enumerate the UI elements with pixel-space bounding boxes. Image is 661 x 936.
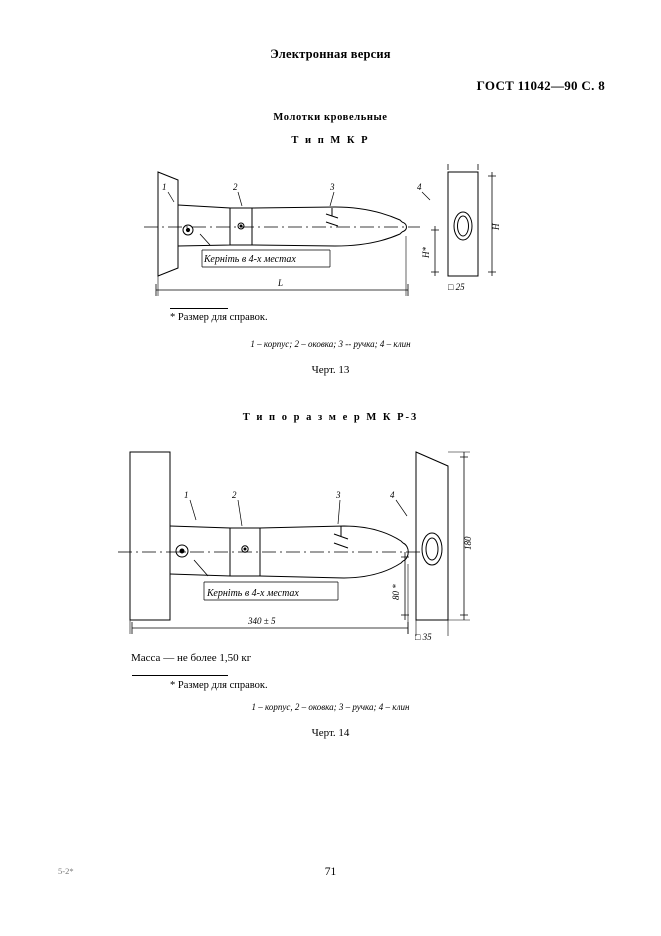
figure14-footnote — [170, 680, 268, 691]
figure13-dim-length: L — [278, 278, 284, 288]
figure14-label-1: 1 — [184, 490, 189, 500]
figure13-callout-text: Керніть в 4-х местах — [204, 254, 296, 265]
figure13-label-3: 3 — [330, 182, 335, 192]
figure14-dim-square: □ 35 — [415, 632, 432, 642]
figure14-callout-text: Керніть в 4-х местах — [207, 588, 299, 599]
figure13-dim-h-star: H* — [421, 247, 431, 258]
figure14-dim-h-star: 80 * — [391, 584, 401, 600]
figure14-dim-height: 180 — [463, 536, 473, 550]
figure13-legend: 1 – корпус; 2 – оковка; 3 -- ручка; 4 – клин — [250, 339, 411, 349]
page-number: 71 — [324, 866, 337, 878]
typesize-designation-line: Т и п о р а з м е р М К Р-3 — [242, 412, 419, 423]
figure-13-drawing — [130, 150, 530, 305]
figure14-legend: 1 – корпус, 2 – оковка; 3 – ручка; 4 – клин — [251, 702, 410, 712]
figure13-footnote — [170, 312, 268, 323]
watermark-text: Электронная версия — [270, 47, 391, 61]
figure13-footnote-text: * Размер для справок. — [170, 312, 268, 323]
gost-standard-header: ГОСТ 11042—90 С. 8 — [476, 78, 605, 93]
figure14-label-2: 2 — [232, 490, 237, 500]
type-designation-line: Т и п М К Р — [291, 135, 370, 146]
figure14-mass-note: Масса — не более 1,50 кг — [131, 652, 252, 664]
signature-mark: 5-2* — [58, 866, 74, 876]
figure-14-drawing — [112, 444, 492, 644]
figure13-dim-height: H — [491, 223, 501, 230]
figure13-label-1: 1 — [162, 182, 167, 192]
figure13-caption: Черт. 13 — [311, 364, 350, 376]
figure14-footnote-text: * Размер для справок. — [170, 680, 268, 691]
figure13-label-2: 2 — [233, 182, 238, 192]
section-title: Молотки кровельные — [273, 112, 388, 123]
figure13-dim-square: □ 25 — [448, 282, 465, 292]
figure14-label-4: 4 — [390, 490, 395, 500]
figure13-label-4: 4 — [417, 182, 422, 192]
figure14-label-3: 3 — [336, 490, 341, 500]
figure14-dim-length: 340 ± 5 — [248, 616, 276, 626]
figure14-caption: Черт. 14 — [311, 727, 350, 739]
